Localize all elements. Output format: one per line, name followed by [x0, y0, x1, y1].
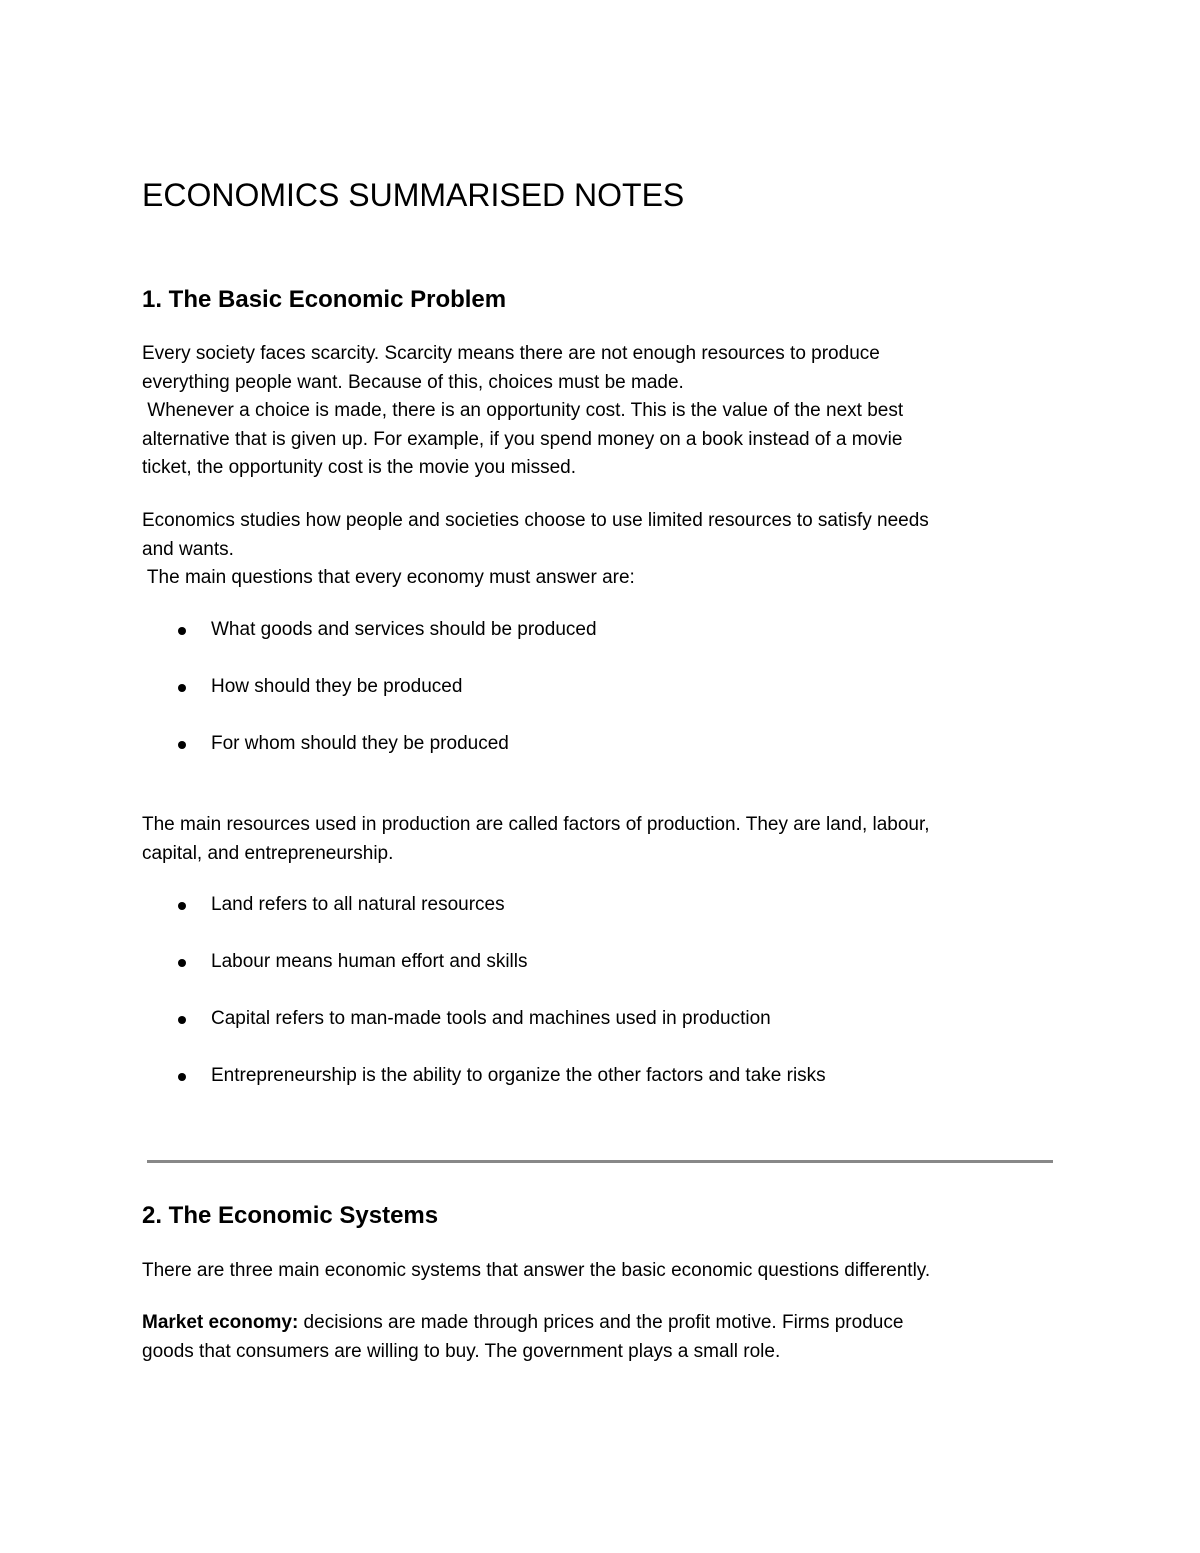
market-economy-label: Market economy: — [142, 1312, 299, 1333]
bullet-icon — [178, 959, 186, 967]
economics-definition-paragraph — [142, 507, 1062, 593]
paragraph-line: Whenever a choice is made, there is an opportunity cost. This is the value of the next best — [142, 400, 904, 421]
list-item — [142, 730, 1062, 787]
bullet-icon — [178, 1016, 186, 1024]
section-2-heading: 2. The Economic Systems — [142, 1202, 439, 1229]
bullet-icon — [178, 741, 186, 749]
section-divider — [147, 1160, 1053, 1163]
list-item-text: Land refers to all natural resources — [211, 894, 505, 915]
bullet-icon — [178, 627, 186, 635]
scarcity-paragraph — [142, 340, 1062, 483]
paragraph-line: and wants. — [142, 538, 234, 560]
paragraph-line: capital, and entrepreneurship. — [142, 842, 394, 864]
section-1-heading: 1. The Basic Economic Problem — [142, 286, 507, 313]
list-item — [142, 616, 1062, 673]
factors-list — [142, 891, 1062, 1119]
bullet-icon — [178, 902, 186, 910]
paragraph-line: everything people want. Because of this, choices must be made. — [142, 371, 684, 393]
paragraph-line — [142, 1309, 1062, 1338]
list-item-text: Capital refers to man-made tools and machines used in production — [211, 1008, 771, 1029]
economic-systems-intro — [142, 1257, 1062, 1286]
paragraph-line: The main resources used in production are called factors of production. They are land, labour, — [142, 814, 930, 835]
market-economy-text: decisions are made through prices and the profit motive. Firms produce — [298, 1312, 904, 1333]
list-item-text: For whom should they be produced — [211, 733, 509, 754]
list-item-text: Labour means human effort and skills — [211, 951, 528, 972]
paragraph-line: Every society faces scarcity. Scarcity means there are not enough resources to produce — [142, 343, 880, 364]
document-title: ECONOMICS SUMMARISED NOTES — [142, 177, 685, 213]
list-item — [142, 673, 1062, 730]
economic-questions-list — [142, 616, 1062, 787]
factors-of-production-paragraph — [142, 811, 1062, 868]
paragraph-line: alternative that is given up. For example, if you spend money on a book instead of a movie — [142, 428, 903, 450]
list-item-text: Entrepreneurship is the ability to organize the other factors and take risks — [211, 1065, 826, 1086]
list-item-text: How should they be produced — [211, 676, 463, 697]
list-item — [142, 948, 1062, 1005]
list-item — [142, 1062, 1062, 1119]
bullet-icon — [178, 684, 186, 692]
paragraph-line: ticket, the opportunity cost is the movie you missed. — [142, 457, 577, 478]
list-item — [142, 891, 1062, 948]
list-item — [142, 1005, 1062, 1062]
paragraph-line: goods that consumers are willing to buy. The government plays a small role. — [142, 1340, 781, 1362]
paragraph-line: There are three main economic systems that answer the basic economic questions differently. — [142, 1260, 931, 1281]
list-item-text: What goods and services should be produced — [211, 619, 597, 640]
paragraph-line: Economics studies how people and societies choose to use limited resources to satisfy needs — [142, 510, 929, 531]
bullet-icon — [178, 1073, 186, 1081]
paragraph-line: The main questions that every economy must answer are: — [142, 567, 635, 588]
market-economy-paragraph — [142, 1309, 1062, 1366]
